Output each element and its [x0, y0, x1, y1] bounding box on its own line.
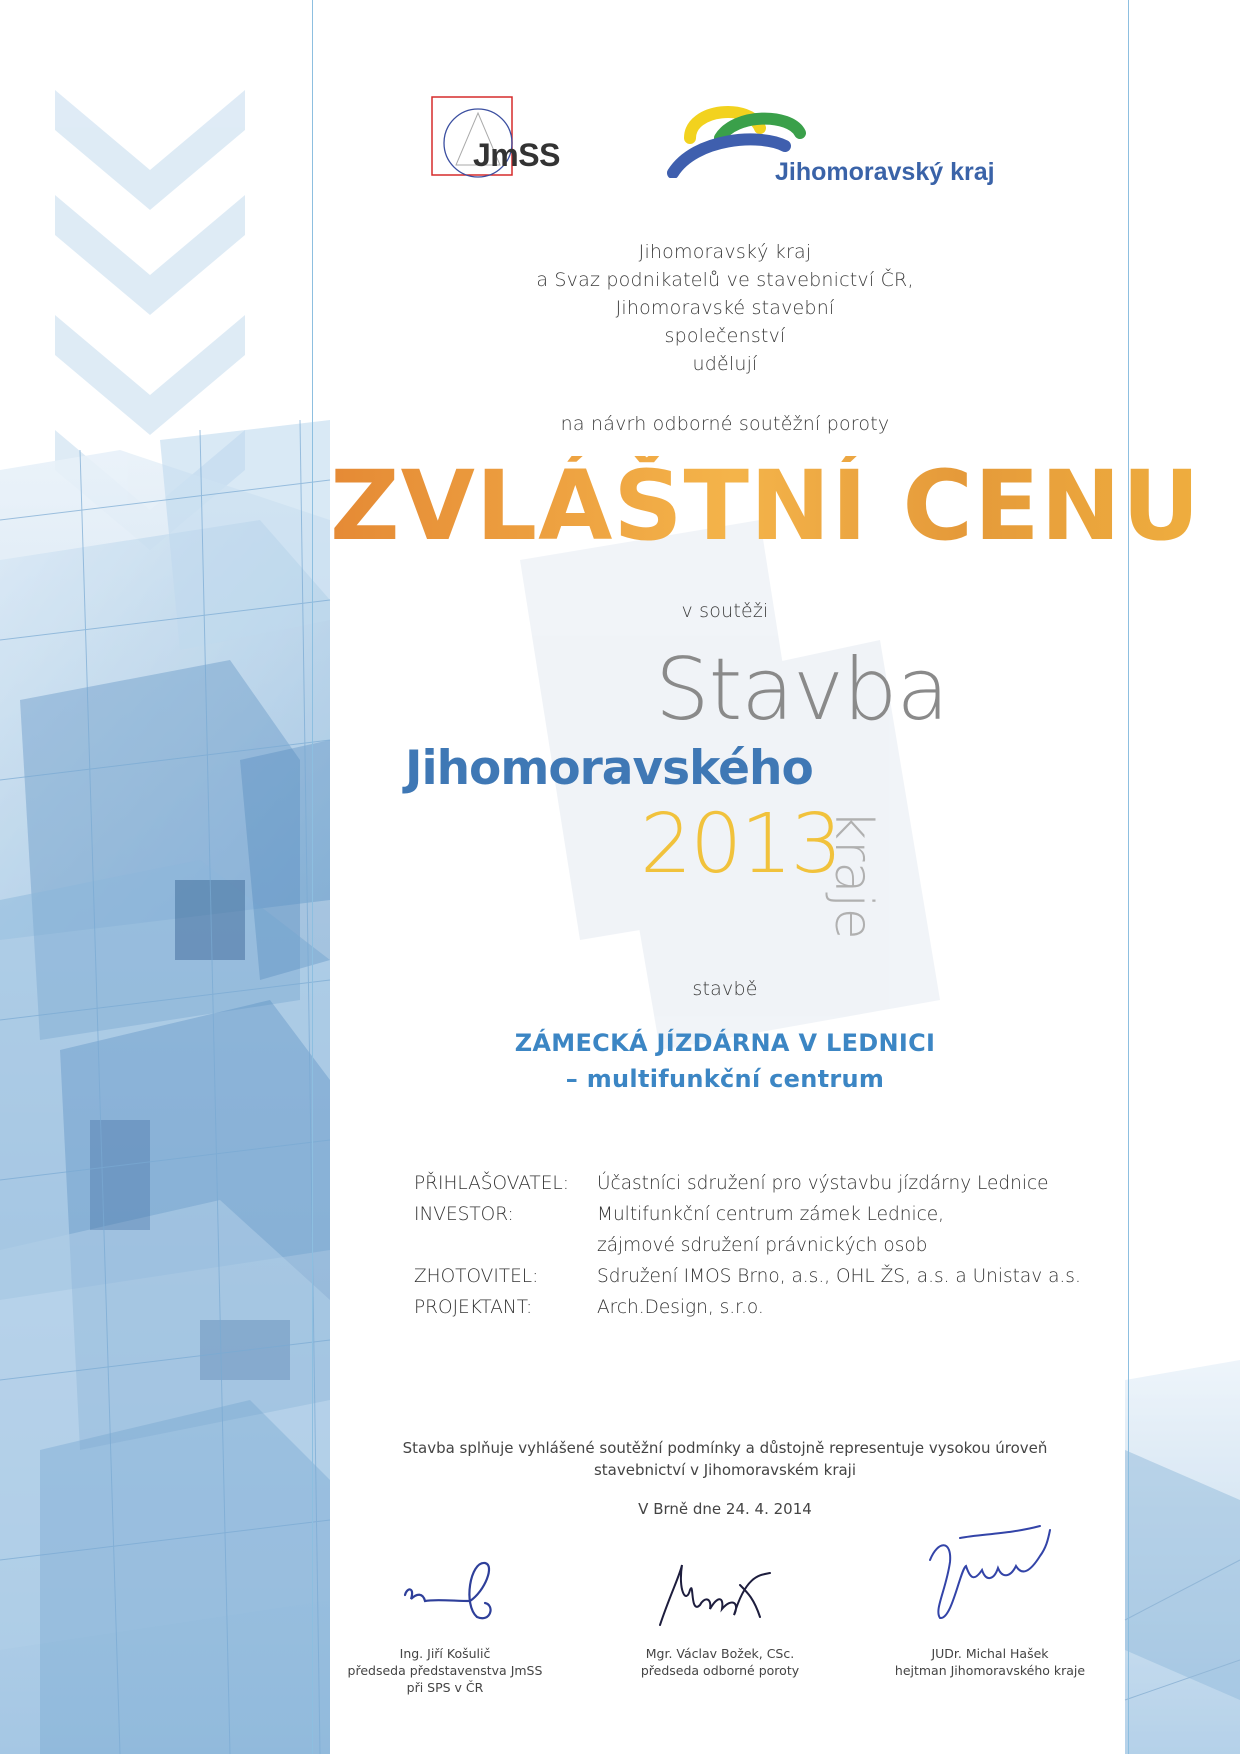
signatory-name: Mgr. Václav Božek, CSc.: [645, 1646, 795, 1661]
intro-line: Jihomoravský kraj: [638, 241, 812, 263]
signatory-name: JUDr. Michal Hašek: [931, 1646, 1049, 1661]
intro-line: udělují: [692, 353, 758, 375]
credit-value: Multifunkční centrum zámek Lednice,: [597, 1204, 945, 1225]
brand-word-kraje: kraje: [823, 810, 883, 940]
signatory-role: hejtman Jihomoravského kraje: [894, 1663, 1086, 1678]
jmss-logo: [430, 95, 590, 185]
signatory-role: předseda představenstva JmSS: [347, 1663, 543, 1678]
credit-row: [414, 1261, 1081, 1292]
region-logo: [665, 98, 1045, 188]
building-name: [225, 1025, 1225, 1097]
handwritten-signature-icon: [620, 1535, 820, 1645]
for-building-text: stavbě: [692, 978, 758, 1000]
intro-line: Jihomoravské stavební: [615, 297, 835, 319]
award-title: ZVLÁŠTNÍ CENU: [330, 456, 1230, 556]
proposal-text: na návrh odborné soutěžní poroty: [560, 413, 890, 435]
credit-value: Sdružení IMOS Brno, a.s., OHL ŽS, a.s. a Unistav a.s.: [597, 1266, 1081, 1287]
brand-year: 2013: [640, 797, 841, 892]
credit-label: PROJEKTANT:: [414, 1297, 533, 1318]
credits-table: [414, 1168, 1081, 1323]
building-name-line: – multifunkční centrum: [565, 1065, 885, 1093]
issue-date: V Brně dne 24. 4. 2014: [638, 1500, 812, 1518]
credit-value: Arch.Design, s.r.o.: [597, 1297, 764, 1318]
credit-label: PŘIHLAŠOVATEL:: [414, 1173, 569, 1194]
intro-line: společenství: [664, 325, 786, 347]
credit-label: ZHOTOVITEL:: [414, 1266, 539, 1287]
signature-block: [330, 1535, 560, 1696]
statement: [225, 1437, 1225, 1481]
signatory-name: Ing. Jiří Košulič: [399, 1646, 491, 1661]
jmss-logo-text: JmSS: [473, 137, 560, 173]
signatory-role: při SPS v ČR: [406, 1680, 484, 1695]
credit-value: zájmové sdružení právnických osob: [597, 1235, 928, 1256]
brand-word-jihomoravskeho: Jihomoravského: [405, 741, 813, 796]
signature-block: [605, 1535, 835, 1679]
credit-row: [414, 1292, 1081, 1323]
signatory-role: předseda odborné poroty: [640, 1663, 800, 1678]
handwritten-signature-icon: [345, 1535, 545, 1645]
intro-line: a Svaz podnikatelů ve stavebnictví ČR,: [536, 269, 914, 291]
credit-row: [414, 1168, 1081, 1199]
region-logo-text: Jihomoravský kraj: [775, 158, 995, 186]
credit-value: Účastníci sdružení pro výstavbu jízdárny Lednice: [597, 1173, 1049, 1194]
credit-label: INVESTOR:: [414, 1204, 514, 1225]
awarding-organizations: [225, 238, 1225, 378]
building-name-line: ZÁMECKÁ JÍZDÁRNA V LEDNICI: [514, 1029, 936, 1057]
competition-intro: v soutěži: [681, 600, 769, 622]
signature-block: [875, 1500, 1105, 1679]
statement-line: stavebnictví v Jihomoravském kraji: [593, 1461, 857, 1479]
statement-line: Stavba splňuje vyhlášené soutěžní podmínky a důstojně representuje vysokou úroveň: [402, 1439, 1048, 1457]
brand-word-stavba: Stavba: [655, 640, 949, 740]
credit-row: [414, 1230, 1081, 1261]
handwritten-signature-icon: [890, 1500, 1090, 1645]
credit-row: [414, 1199, 1081, 1230]
